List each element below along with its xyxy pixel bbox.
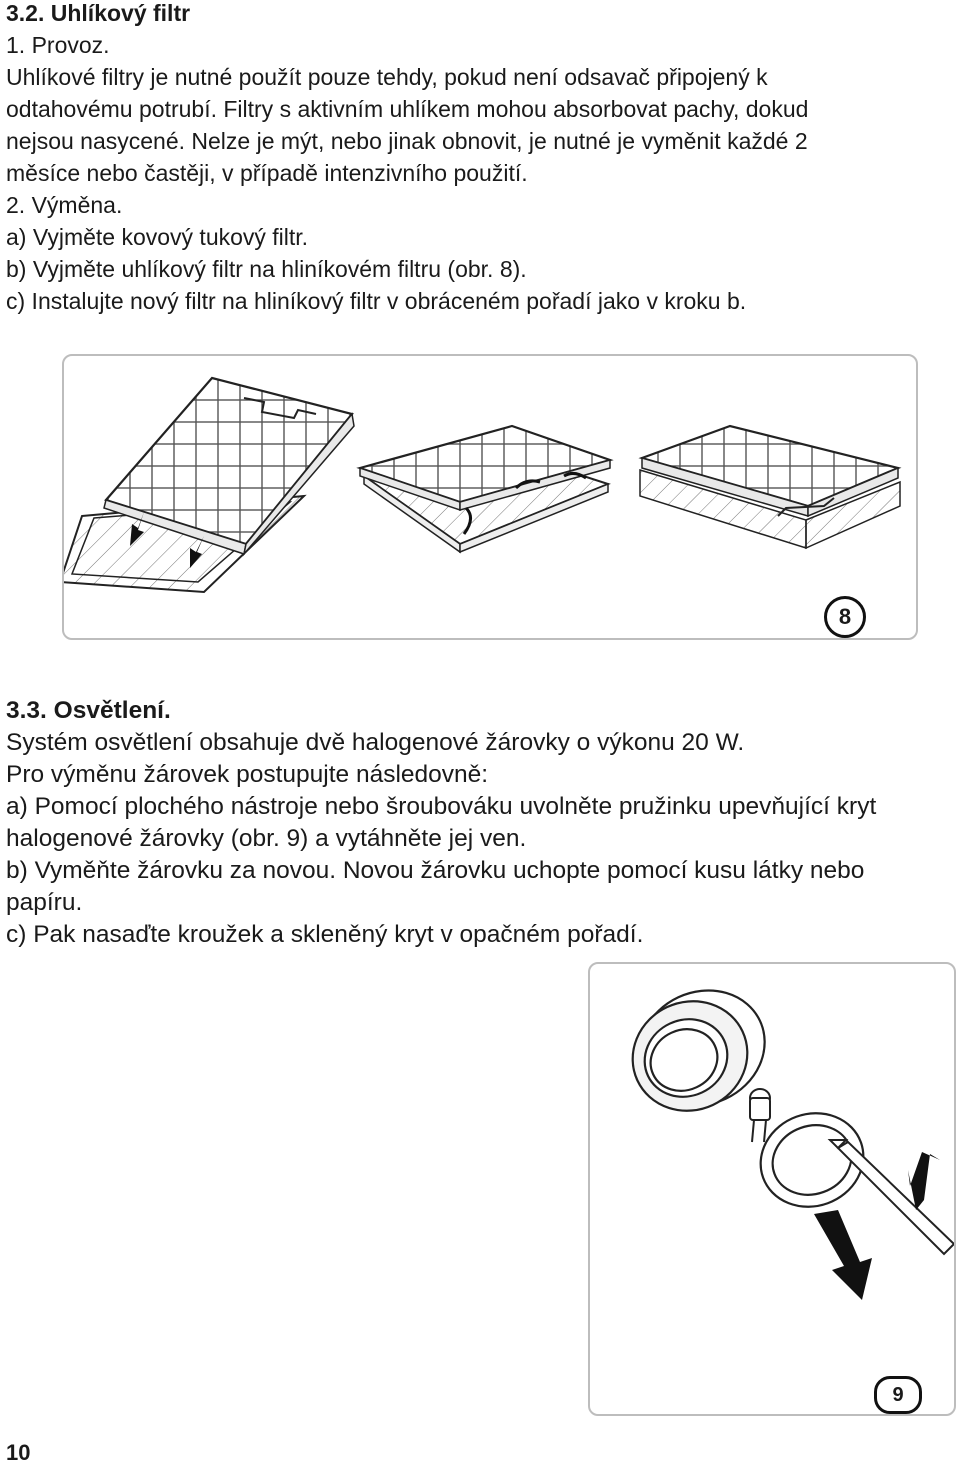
paragraph-line: Systém osvětlení obsahuje dvě halogenové žárovky o výkonu 20 W. [6,729,745,756]
paragraph-line: Pro výměnu žárovek postupujte následovně: [6,761,489,788]
assembled-filter [640,426,900,548]
paragraph-line: c) Instalujte nový filtr na hliníkový filtr v obráceném pořadí jako v kroku b. [6,288,747,314]
paragraph-line: halogenové žárovky (obr. 9) a vytáhněte jej ven. [6,825,527,852]
figure-9-halogen-replacement [588,962,956,1416]
paragraph-line: nejsou nasycené. Nelze je mýt, nebo jinak obnovit, je nutné je vyměnit každé 2 [6,128,808,154]
figure-label-8: 8 [824,596,866,638]
paragraph-line: Uhlíkové filtry je nutné použít pouze tehdy, pokud není odsavač připojený k [6,64,768,90]
paragraph-line: 2. Výměna. [6,192,123,218]
figure-label-9: 9 [874,1376,922,1414]
paragraph-line: a) Pomocí plochého nástroje nebo šroubováku uvolněte pružinku upevňující kryt [6,793,877,820]
paragraph-line: c) Pak nasaďte kroužek a skleněný kryt v opačném pořadí. [6,921,644,948]
figure-8-filter-replacement [62,354,918,640]
halogen-illustration [590,964,954,1414]
paragraph-line: papíru. [6,889,83,916]
paragraph-line: b) Vyměňte žárovku za novou. Novou žárovku uchopte pomocí kusu látky nebo [6,857,865,884]
paragraph-line: a) Vyjměte kovový tukový filtr. [6,224,309,250]
paragraph-line: odtahovému potrubí. Filtry s aktivním uhlíkem mohou absorbovat pachy, dokud [6,96,809,122]
section-heading-carbon-filter: 3.2. Uhlíkový filtr [6,0,191,26]
halogen-bulb [750,1089,770,1142]
section-heading-lighting: 3.3. Osvětlení. [6,697,171,724]
paragraph-line: měsíce nebo častěji, v případě intenzivního použití. [6,160,528,186]
paragraph-line: b) Vyjměte uhlíkový filtr na hliníkovém filtru (obr. 8). [6,256,527,282]
paragraph-line: 1. Provoz. [6,32,110,58]
page-number: 10 [6,1440,31,1465]
filter-illustration [64,356,916,638]
